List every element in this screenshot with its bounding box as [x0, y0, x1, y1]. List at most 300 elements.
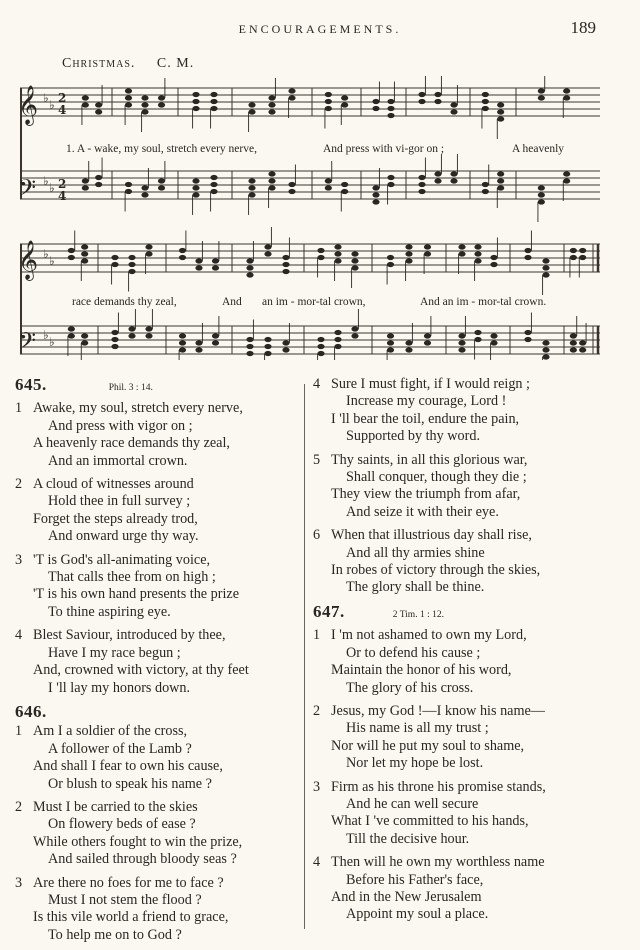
hymn-number: 645. [15, 375, 47, 394]
verse-line: What I 've committed to his hands, [331, 813, 529, 830]
note-head [81, 333, 88, 338]
note-head [387, 262, 394, 267]
note-head [195, 347, 202, 352]
note-head [288, 189, 295, 194]
note-head [405, 244, 412, 249]
note-head [128, 333, 135, 338]
verse-line: 'T is his own hand presents the prize [33, 586, 240, 603]
stanza-number: 1 [15, 400, 23, 417]
key-signature: ♭ [43, 91, 49, 105]
note-head [192, 106, 199, 111]
note-head [458, 340, 465, 345]
note-head [82, 95, 89, 100]
note-head [282, 262, 289, 267]
note-head [351, 258, 358, 263]
note-head [141, 95, 148, 100]
note-head [387, 347, 394, 352]
note-head [434, 99, 441, 104]
note-head [264, 244, 271, 249]
stanza [313, 527, 613, 597]
note-head [325, 92, 332, 97]
note-head [210, 182, 217, 187]
note-head [317, 351, 324, 356]
time-signature: 4 [58, 103, 67, 117]
note-head [248, 192, 255, 197]
note-head [195, 258, 202, 263]
note-head [288, 95, 295, 100]
note-head [317, 248, 324, 253]
verse-line: Nor will he put my soul to shame, [331, 737, 525, 754]
hymn [15, 376, 305, 697]
note-head [179, 333, 186, 338]
note-head [497, 116, 504, 121]
note-head [334, 330, 341, 335]
note-head [268, 109, 275, 114]
note-head [458, 251, 465, 256]
key-signature: ♭ [43, 174, 49, 188]
note-head [579, 347, 586, 352]
note-head [434, 92, 441, 97]
note-head [341, 95, 348, 100]
note-head [542, 354, 549, 359]
note-head [405, 258, 412, 263]
lyric-line: 1. A - wake, my soul, stretch every nerve, [66, 143, 257, 155]
hymn-heading [15, 703, 305, 720]
time-signature: 2 [58, 91, 67, 105]
note-head [482, 92, 489, 97]
note-head [497, 185, 504, 190]
note-head [111, 344, 118, 349]
note-head [387, 340, 394, 345]
note-head [497, 102, 504, 107]
note-head [141, 109, 148, 114]
note-head [158, 95, 165, 100]
time-signature: 4 [58, 189, 67, 203]
note-head [282, 269, 289, 274]
note-head [317, 344, 324, 349]
stanza-number: 1 [15, 723, 23, 740]
hymn-number: 646. [15, 701, 47, 721]
verse-line: To thine aspiring eye. [48, 603, 171, 620]
lyric-line: race demands thy zeal, [72, 296, 177, 308]
note-head [372, 185, 379, 190]
note-head [542, 265, 549, 270]
stanza [15, 799, 305, 869]
note-head [212, 333, 219, 338]
staff-lines [20, 88, 600, 354]
note-head [264, 337, 271, 342]
note-head [387, 113, 394, 118]
stanza [313, 452, 613, 522]
verse-line: A follower of the Lamb ? [48, 740, 192, 757]
note-head [474, 330, 481, 335]
note-head [563, 171, 570, 176]
verse-line: Awake, my soul, stretch every nerve, [33, 400, 243, 417]
verse-line: 'T is God's all-animating voice, [33, 551, 211, 568]
note-head [111, 330, 118, 335]
note-head [372, 106, 379, 111]
key-signature: ♭ [43, 328, 49, 342]
verse-line: The glory shall be thine. [346, 579, 485, 596]
note-head [125, 88, 132, 93]
note-head [538, 95, 545, 100]
verse-line: Are there no foes for me to face ? [33, 874, 224, 891]
note-head [334, 337, 341, 342]
note-head [268, 95, 275, 100]
note-head [424, 340, 431, 345]
stanza-number: 3 [313, 778, 321, 795]
note-head [570, 340, 577, 345]
note-head [387, 175, 394, 180]
bass-clef-icon: 𝄢 [18, 327, 37, 360]
bar-lines [21, 88, 598, 354]
verse-line: Before his Father's face, [346, 871, 484, 888]
note-head [570, 333, 577, 338]
note-head [387, 106, 394, 111]
clefs [18, 85, 66, 360]
note-head [474, 337, 481, 342]
note-head [95, 109, 102, 114]
note-head [334, 251, 341, 256]
note-head [579, 248, 586, 253]
note-head [95, 182, 102, 187]
note-head [524, 330, 531, 335]
note-head [490, 255, 497, 260]
verse-line: And in the New Jerusalem [331, 888, 482, 905]
note-head [524, 337, 531, 342]
stanza-number: 3 [15, 551, 23, 568]
note-head [563, 178, 570, 183]
verse-line: A cloud of witnesses around [33, 476, 194, 493]
note-head [288, 182, 295, 187]
note-head [387, 99, 394, 104]
verse-line: That calls thee from on high ; [48, 569, 216, 586]
note-head [268, 178, 275, 183]
verse-line: Then will he own my worthless name [331, 854, 545, 871]
hymn-heading [15, 376, 305, 397]
note-head [434, 178, 441, 183]
note-head [125, 182, 132, 187]
note-head [179, 347, 186, 352]
note-head [387, 182, 394, 187]
note-head [82, 178, 89, 183]
note-head [418, 175, 425, 180]
verse-line: And onward urge thy way. [48, 528, 199, 545]
note-head [542, 347, 549, 352]
running-title: ENCOURAGEMENTS. [238, 22, 402, 36]
note-head [351, 326, 358, 331]
tune-meter: C. M. [156, 56, 195, 71]
note-head [450, 171, 457, 176]
note-head [212, 258, 219, 263]
note-head [145, 251, 152, 256]
note-head [95, 175, 102, 180]
verse-line: A heavenly race demands thy zeal, [33, 435, 230, 452]
verse-line: And all thy armies shine [346, 544, 485, 561]
note-head [145, 244, 152, 249]
note-head [212, 340, 219, 345]
note-head [482, 182, 489, 187]
verse-line: They view the triumph from afar, [331, 486, 521, 503]
time-signature: 2 [58, 177, 67, 191]
note-head [405, 340, 412, 345]
stanza [15, 723, 305, 793]
verse-line: The glory of his cross. [346, 679, 474, 696]
note-head [424, 251, 431, 256]
note-head [317, 337, 324, 342]
stanza-number: 5 [313, 451, 321, 468]
stanza [15, 627, 305, 697]
note-head [334, 344, 341, 349]
verse-line: I 'll bear the toil, endure the pain, [331, 410, 520, 427]
hymn [15, 703, 305, 944]
note-head [482, 189, 489, 194]
note-head [268, 171, 275, 176]
verse-line: Supported by thy word. [346, 428, 480, 445]
note-head [351, 333, 358, 338]
stanza [313, 854, 613, 924]
hymn [313, 603, 613, 924]
key-signature: ♭ [49, 254, 55, 268]
note-head [81, 340, 88, 345]
note-head [538, 192, 545, 197]
verse-line: And press with vigor on ; [48, 417, 193, 434]
note-head [405, 251, 412, 256]
note-head [81, 258, 88, 263]
treble-clef-icon: 𝄞 [18, 240, 39, 280]
note-head [482, 99, 489, 104]
key-signature: ♭ [49, 181, 55, 195]
note-head [317, 255, 324, 260]
verse-line: And seize it with their eye. [346, 503, 499, 520]
verse-line: Blest Saviour, introduced by thee, [33, 627, 226, 644]
note-head [570, 255, 577, 260]
note-head [325, 178, 332, 183]
note-head [264, 344, 271, 349]
stanza [313, 779, 613, 849]
note-head [268, 185, 275, 190]
note-head [351, 265, 358, 270]
note-head [387, 255, 394, 260]
note-head [334, 244, 341, 249]
note-head [192, 99, 199, 104]
note-head [490, 262, 497, 267]
note-head [538, 199, 545, 204]
note-head [128, 262, 135, 267]
tune-name: Christmas. [62, 56, 136, 71]
note-head [474, 258, 481, 263]
note-head [579, 255, 586, 260]
stanza [15, 476, 305, 546]
key-signature: ♭ [43, 247, 49, 261]
note-head [68, 326, 75, 331]
note-head [210, 175, 217, 180]
verse-line: Is this vile world a friend to grace, [33, 909, 229, 926]
note-head [192, 185, 199, 190]
stanza-number: 2 [15, 476, 23, 493]
note-head [158, 185, 165, 190]
note-head [538, 88, 545, 93]
stanza-number: 6 [313, 527, 321, 544]
note-head [570, 248, 577, 253]
note-head [474, 251, 481, 256]
verse-line: Nor let my hope be lost. [346, 755, 484, 772]
note-head [248, 102, 255, 107]
left-column [15, 376, 305, 950]
note-head [474, 244, 481, 249]
note-head [145, 333, 152, 338]
lyric-line: And [222, 296, 242, 308]
note-head [490, 340, 497, 345]
note-head [212, 265, 219, 270]
note-head [158, 102, 165, 107]
note-head [248, 109, 255, 114]
note-head [145, 326, 152, 331]
verse-line: And he can well secure [346, 795, 479, 812]
stanza [15, 400, 305, 470]
verse-line: And, crowned with victory, at thy feet [33, 662, 249, 679]
right-column [313, 376, 613, 930]
note-head [570, 347, 577, 352]
note-head [125, 102, 132, 107]
lyric-line: A heavenly [512, 143, 565, 155]
key-signature: ♭ [49, 335, 55, 349]
note-head [325, 106, 332, 111]
note-head [579, 340, 586, 345]
note-head [341, 182, 348, 187]
note-head [210, 189, 217, 194]
note-head [563, 95, 570, 100]
note-head [192, 178, 199, 183]
note-head [192, 192, 199, 197]
verse-line: And shall I fear to own his cause, [33, 758, 223, 775]
note-head [450, 102, 457, 107]
note-head [341, 102, 348, 107]
note-head [325, 185, 332, 190]
note-head [458, 244, 465, 249]
bass-clef-icon: 𝄢 [18, 174, 37, 207]
note-head [81, 251, 88, 256]
verse-line: Sure I must fight, if I would reign ; [331, 376, 530, 392]
verse-line: Must I be carried to the skies [33, 798, 198, 815]
verse-line: Hold thee in full survey ; [48, 493, 191, 510]
note-heads [68, 76, 587, 360]
stanza [15, 875, 305, 945]
note-head [264, 251, 271, 256]
note-head [563, 88, 570, 93]
music-score [16, 76, 606, 360]
verse-line: And an immortal crown. [48, 452, 188, 469]
verse-line: When that illustrious day shall rise, [331, 527, 532, 544]
note-head [141, 102, 148, 107]
note-head [111, 337, 118, 342]
note-head [195, 340, 202, 345]
note-head [210, 99, 217, 104]
note-head [68, 248, 75, 253]
note-head [111, 255, 118, 260]
note-head [418, 189, 425, 194]
note-head [450, 178, 457, 183]
verse-line: Forget the steps already trod, [33, 510, 198, 527]
note-head [195, 265, 202, 270]
note-head [482, 106, 489, 111]
stanza [313, 627, 613, 697]
note-head [524, 255, 531, 260]
verse-line: Thy saints, in all this glorious war, [331, 451, 528, 468]
note-head [424, 333, 431, 338]
verse-line: Shall conquer, though they die ; [346, 469, 527, 486]
lyric-line: And an im - mor-tal crown. [420, 296, 547, 308]
stanza-number: 4 [15, 627, 23, 644]
verse-line: Or to defend his cause ; [346, 644, 481, 661]
verse-line: Must I not stem the flood ? [48, 891, 202, 908]
note-head [248, 178, 255, 183]
note-head [282, 347, 289, 352]
verse-line: In robes of victory through the skies, [331, 562, 541, 579]
stanza [313, 376, 613, 446]
note-head [246, 265, 253, 270]
hymn-number: 647. [313, 601, 345, 621]
note-head [282, 340, 289, 345]
verse-line: Increase my courage, Lord ! [346, 393, 507, 410]
note-head [125, 189, 132, 194]
note-head [450, 109, 457, 114]
note-head [95, 102, 102, 107]
note-head [141, 192, 148, 197]
verse-line: I 'm not ashamed to own my Lord, [331, 627, 527, 644]
note-head [458, 347, 465, 352]
stanza-number: 4 [313, 854, 321, 871]
verse-line: Have I my race begun ; [48, 644, 181, 661]
lyric-line: And press with vi-gor on ; [323, 143, 445, 155]
note-head [246, 351, 253, 356]
verse-line: Appoint my soul a place. [346, 906, 489, 923]
note-head [497, 178, 504, 183]
note-head [288, 88, 295, 93]
note-head [351, 251, 358, 256]
note-head [434, 171, 441, 176]
note-head [372, 192, 379, 197]
note-head [68, 255, 75, 260]
note-head [334, 258, 341, 263]
note-head [490, 333, 497, 338]
note-head [542, 340, 549, 345]
note-head [192, 92, 199, 97]
note-head [128, 326, 135, 331]
verse-line: I 'll lay my honors down. [48, 679, 191, 696]
note-head [325, 99, 332, 104]
note-head [497, 109, 504, 114]
scripture-reference: Phil. 3 : 14. [108, 383, 153, 393]
lyric-line: an im - mor-tal crown, [262, 296, 366, 308]
treble-clef-icon: 𝄞 [18, 85, 39, 125]
note-head [372, 99, 379, 104]
note-head [458, 333, 465, 338]
note-head [246, 337, 253, 342]
note-head [248, 185, 255, 190]
note-head [424, 244, 431, 249]
note-head [111, 262, 118, 267]
note-head [542, 258, 549, 263]
note-head [246, 272, 253, 277]
verse-line: Maintain the honor of his word, [331, 662, 512, 679]
note-head [68, 333, 75, 338]
note-head [264, 351, 271, 356]
verse-line: While others fought to win the prize, [33, 833, 243, 850]
stanza [15, 552, 305, 622]
page-header [0, 18, 640, 42]
note-head [418, 92, 425, 97]
